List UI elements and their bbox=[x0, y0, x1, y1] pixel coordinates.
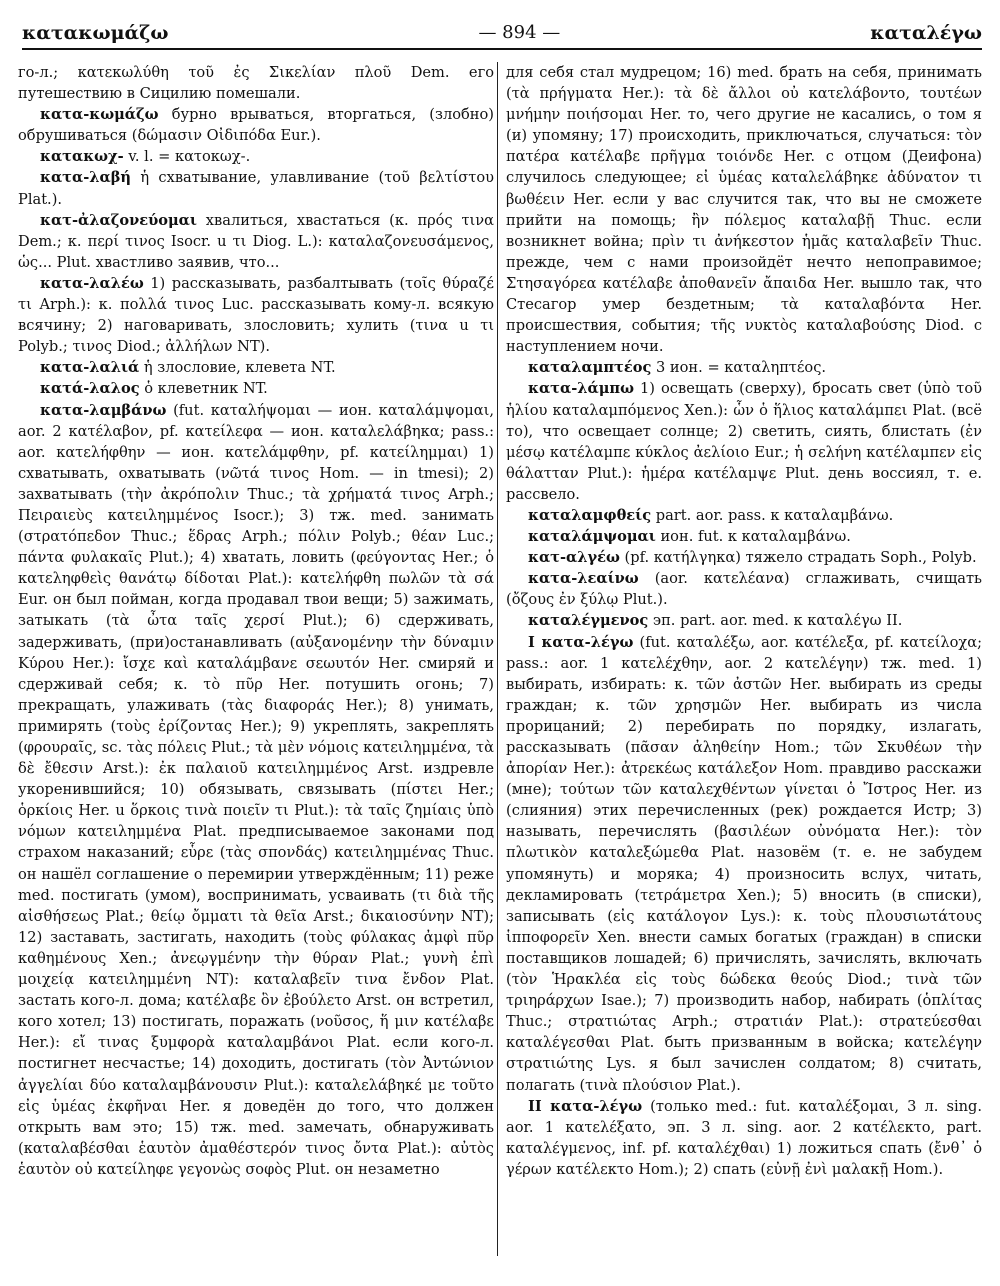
entry-text: ион. fut. к καταλαμβάνω. bbox=[655, 528, 851, 546]
dictionary-entry bbox=[506, 632, 982, 1096]
entry-headword: κατα-λαλέω bbox=[40, 274, 144, 292]
entry-text: part. aor. pass. к καταλαμβάνω. bbox=[651, 506, 894, 524]
entry-headword: καταλάμψομαι bbox=[528, 528, 656, 546]
entry-headword: κατά-λαλος bbox=[40, 380, 140, 398]
entry-headword: κατα-λαλιά bbox=[40, 359, 140, 377]
entry-text: бурно врываться, вторгаться, (злобно) обрушиваться (δώμασιν Οἰδιπόδα Eur.). bbox=[18, 106, 494, 145]
entry-headword: κατα-λαβή bbox=[40, 169, 132, 187]
dictionary-entry bbox=[506, 357, 982, 378]
entry-headword: I κατα-λέγω bbox=[528, 633, 634, 651]
entry-text: для себя стал мудрецом; 16) med. брать на себя, принимать (τὰ πρήγματα Her.): τὰ δὲ ἄλλοι οὐ κατελάβοντο, τουτέων μνήμην ποιήσομαι Her. то, чего другие не касались, о том я (и) упомяну; 17) происходить, приключаться, случаться: τὸν πατέρα κατέλαβε πρῆγμα τοιόνδε Her. с отцом (Деифона) случилось следующее; εἰ ὑμέας καταλελάβηκε ἀδύνατον τι βωθέειν Her. если у вас случится так, что вы не сможете прийти на помощь; ἢν πόλεμος καταλαβῇ Thuc. если возникнет война; πρὶν τι ἀνήκεστον ἡμᾶς καταλαβεῖν Thuc. прежде, чем с нами произойдёт нечто непоправимое; Στησαγόρεα κατέλαβε ἀποθανεῖν ἄπαιδα Her. вышло так, что Стесагор умер бездетным; τὰ καταλαβόντα Her. происшествия, события; τῆς νυκτὸς καταλαβούσης Diod. с наступлением ночи. bbox=[506, 64, 982, 356]
entry-text: ἡ злословие, клевета NT. bbox=[139, 359, 336, 377]
dictionary-entry bbox=[18, 357, 494, 378]
dictionary-entry bbox=[18, 167, 494, 209]
entry-headword: κατ-ἀλαζονεύομαι bbox=[40, 211, 197, 229]
right-column bbox=[506, 62, 982, 1272]
entry-headword: κατακωχ- bbox=[40, 148, 124, 166]
page-header bbox=[22, 14, 982, 50]
dictionary-entry bbox=[18, 210, 494, 273]
column-divider bbox=[497, 62, 498, 1256]
dictionary-entry bbox=[506, 1096, 982, 1180]
entry-text: ἡ схватывание, улавливание (τοῦ βελτίστου Plat.). bbox=[18, 169, 494, 208]
entry-headword: κατα-λαμβάνω bbox=[40, 401, 167, 419]
entry-text: (только med.: fut. καταλέξομαι, 3 л. sing. aor. 1 κατελέξατο, эп. 3 л. sing. aor. 2 κατέλεκτο, part. καταλέγμενος, inf. pf. καταλέχθαι) 1) ложиться спать (ἔνθ᾽ ὁ γέρων κατέλεκτο Hom.); 2) спать (εὐνῇ ἐνὶ μαλακῇ Hom.). bbox=[506, 1097, 982, 1178]
entry-text: го-л.; κατεκωλύθη τοῦ ἐς Σικελίαν πλοῦ Dem. его путешествию в Сицилию помешали. bbox=[18, 64, 494, 103]
dictionary-entry bbox=[506, 547, 982, 568]
entry-text: 1) рассказывать, разбалтывать (τοῖς θύραζέ τι Arph.): κ. πολλά τινος Luc. рассказывать кому-л. всякую всячину; 2) наговаривать, злословить; хулить (τινα u τι Polyb.; τινος Diod.; ἀλλήλων NT). bbox=[18, 274, 494, 356]
dictionary-entry bbox=[18, 273, 494, 357]
entry-text: v. l. = κατοκωχ-. bbox=[123, 148, 251, 166]
entry-text: (pf. κατήλγηκα) тяжело страдать Soph., Polyb. bbox=[619, 549, 977, 567]
dictionary-entry bbox=[506, 378, 982, 505]
left-column bbox=[18, 62, 494, 1272]
entry-text: эп. part. aor. med. к καταλέγω II. bbox=[648, 612, 903, 630]
dictionary-entry bbox=[18, 400, 494, 1180]
dictionary-entry bbox=[506, 610, 982, 631]
entry-headword: κατα-λάμπω bbox=[528, 380, 634, 398]
page-number: — 894 — bbox=[478, 22, 561, 43]
dictionary-entry bbox=[506, 62, 982, 357]
entry-text: ὁ клеветник NT. bbox=[139, 380, 268, 398]
dictionary-entry bbox=[506, 505, 982, 526]
entry-headword: κατα-κωμάζω bbox=[40, 106, 159, 124]
right-running-head: καταλέγω bbox=[870, 22, 982, 44]
entry-text: 3 ион. = καταληπτέος. bbox=[651, 359, 827, 377]
entry-headword: κατ-αλγέω bbox=[528, 549, 620, 567]
dictionary-entry bbox=[18, 104, 494, 146]
dictionary-entry bbox=[18, 146, 494, 167]
entry-headword: καταλαμπτέος bbox=[528, 359, 652, 377]
entry-text: (aor. κατελέανα) сглаживать, счищать (ὄζους ἐν ξύλῳ Plut.). bbox=[506, 570, 982, 609]
entry-text: (fut. καταλήψομαι — ион. καταλάμψομαι, aor. 2 κατέλαβον, pf. κατείλεφα — ион. καταλελάβηκα; pass.: aor. κατελήφθην — ион. κατελάμφθην, pf. κατείλημμαι) 1) схватывать, охватывать (νῶτά τινος Hom. — in tmesi); 2) захватывать (τὴν ἀκρόπολιν Thuc.; τὰ χρήματά τινος Arph.; Πειραιεὺς κατειλημμένος Isocr.); 3) тж. med. занимать (στρατόπεδον Thuc.; ἕδρας Arph.; πόλιν Polyb.; θέαν Luc.; πάντα φυλακαῖς Plut.); 4) хватать, ловить (φεύγοντας Her.; ὁ κατεληφθεὶς θανάτῳ δίδοται Plat.): κατελήφθη πωλῶν τὰ σά Eur. он был пойман, когда продавал твои вещи; 5) зажимать, затыкать (τὰ ὦτα ταῖς χερσί Plut.); 6) сдерживать, задерживать, (при)останавливать (αὐξανομένην τὴν δύναμιν Κύρου Her.): ἴσχε καὶ καταλάμβανε σεωυτόν Her. смиряй и сдерживай себя; κ. τὸ πῦρ Her. потушить огонь; 7) прекращать, улаживать (τὰς διαφοράς Her.); 8) унимать, примирять (τοὺς ἐρίζοντας Her.); 9) укреплять, закреплять (φρουραῖς, sc. τὰς πόλεις Plut.; τὰ μὲν νόμοις κατειλημμένα, τὰ δὲ ἔθεσιν Arst.): ἐκ παλαιοῦ κατειλημμένος Arst. издревле укоренившийся; 10) обязывать, связывать (πίστει Her.; ὁρκίοις Her. u ὅρκοις τινὰ ποιεῖν τι Plut.): τὰ ταῖς ζημίαις ὑπὸ νόμων κατειλημμένα Plat. предписываемое законами под страхом наказаний; εὗρε (τὰς σπονδάς) κατειλημμένας Thuc. он нашёл соглашение о перемирии утверждённым; 11) реже med. постигать (умом), воспринимать, усваивать (τι διὰ τῆς αἰσθήσεως Plat.; θείῳ ὄμματι τὰ θεῖα Arst.; δικαιοσύνην NT); 12) заставать, застигать, находить (τοὺς φύλακας ἀμφὶ πῦρ καθημένους Xen.; ἀνεῳγμένην τὴν θύραν Plat.; γυνὴ ἐπὶ μοιχείᾳ κατειλημμένη NT): καταλαβεῖν τινα ἔνδον Plat. застать кого-л. дома; κατέλαβε ὃν ἐβούλετο Arst. он встретил, кого хотел; 13) постигать, поражать (νοῦσος, ἥ μιν κατέλαβε Her.): εἴ τινας ξυμφορὰ καταλαμβάνοι Plat. если кого-л. постигнет несчастье; 14) доходить, достигать (τὸν Ἀντώνιον ἀγγελίαι δύο καταλαμβάνουσιν Plut.): καταλελάβηκέ με τοῦτο εἰς ὑμέας ἐκφῆναι Her. я доведён до того, что должен открыть вам это; 15) тж. med. замечать, обнаруживать (καταλαβέσθαι ἑαυτὸν ἀμαθέστερόν τινος ὄντα Plat.): αὐτὸς ἑαυτὸν οὐ κατείληφε γεγονὼς σοφὸς Plut. он незаметно bbox=[18, 401, 494, 1178]
dictionary-entry bbox=[18, 62, 494, 104]
dictionary-entry bbox=[18, 378, 494, 399]
entry-headword: κατα-λεαίνω bbox=[528, 570, 639, 588]
left-running-head: κατακωμάζω bbox=[22, 22, 169, 44]
dictionary-entry bbox=[506, 568, 982, 610]
entry-text: (fut. καταλέξω, aor. κατέλεξα, pf. κατείλοχα; pass.: aor. 1 κατελέχθην, aor. 2 κατελέγην) тж. med. 1) выбирать, избирать: κ. τῶν ἀστῶν Her. выбирать из среды граждан; κ. τῶν χρησμῶν Her. выбирать из числа прорицаний; 2) перебирать по порядку, излагать, рассказывать (πᾶσαν ἀληθείην Hom.; τῶν Σκυθέων τὴν ἀπορίαν Her.): ἀτρεκέως κατάλεξον Hom. правдиво расскажи (мне); τούτων τῶν καταλεχθέντων γίνεται ὁ Ἴστρος Her. из (слияния) этих перечисленных (рек) рождается Истр; 3) называть, перечислять (βασιλέων οὐνόματα Her.): τὸν πλωτικὸν καταλεξώμεθα Plat. назовём (т. е. не забудем упомянуть) и моряка; 4) произносить вслух, читать, декламировать (τετράμετρα Xen.); 5) вносить (в списки), записывать (εἰς κατάλογον Lys.): κ. τοὺς πλουσιωτάτους ἱπποφορεῖν Xen. внести самых богатых (граждан) в списки поставщиков лошадей; 6) причислять, зачислять, включать (τὸν Ἡρακλέα εἰς τοὺς δώδεκα θεούς Diod.; τινὰ τῶν τριηράρχων Isae.); 7) производить набор, набирать (ὁπλίτας Thuc.; στρατιώτας Arph.; στρατιάν Plat.): στρατεύεσθαι καταλέγεσθαι Plat. быть призванным в войска; κατελέγην στρατιώτης Lys. я был зачислен солдатом; 8) считать, полагать (τινὰ πλούσιον Plat.). bbox=[506, 633, 982, 1094]
entry-headword: καταλέγμενος bbox=[528, 612, 649, 630]
entry-text: 1) освещать (сверху), бросать свет (ὑπὸ τοῦ ἡλίου καταλαμπόμενος Xen.): ὧν ὁ ἥλιος καταλάμπει Plat. (всё то), что освещает солнце; 2) светить, сиять, блистать (ἐν μέσῳ κατέλαμπε κύκλος ἀελίοιο Eur.; ἡ σελήνη κατέλαμπεν εἰς θάλατταν Plut.): ἡμέρα κατέλαμψε Plut. день воссиял, т. е. рассвело. bbox=[506, 380, 982, 503]
entry-headword: II κατα-λέγω bbox=[528, 1097, 643, 1115]
dictionary-entry bbox=[506, 526, 982, 547]
entry-text: хвалиться, хвастаться (κ. πρός τινα Dem.; κ. περί τινος Isocr. u τι Diog. L.): καταλαζονευσάμενος, ὡς... Plut. хвастливо заявив, что... bbox=[18, 211, 494, 271]
entry-headword: καταλαμφθείς bbox=[528, 506, 652, 524]
